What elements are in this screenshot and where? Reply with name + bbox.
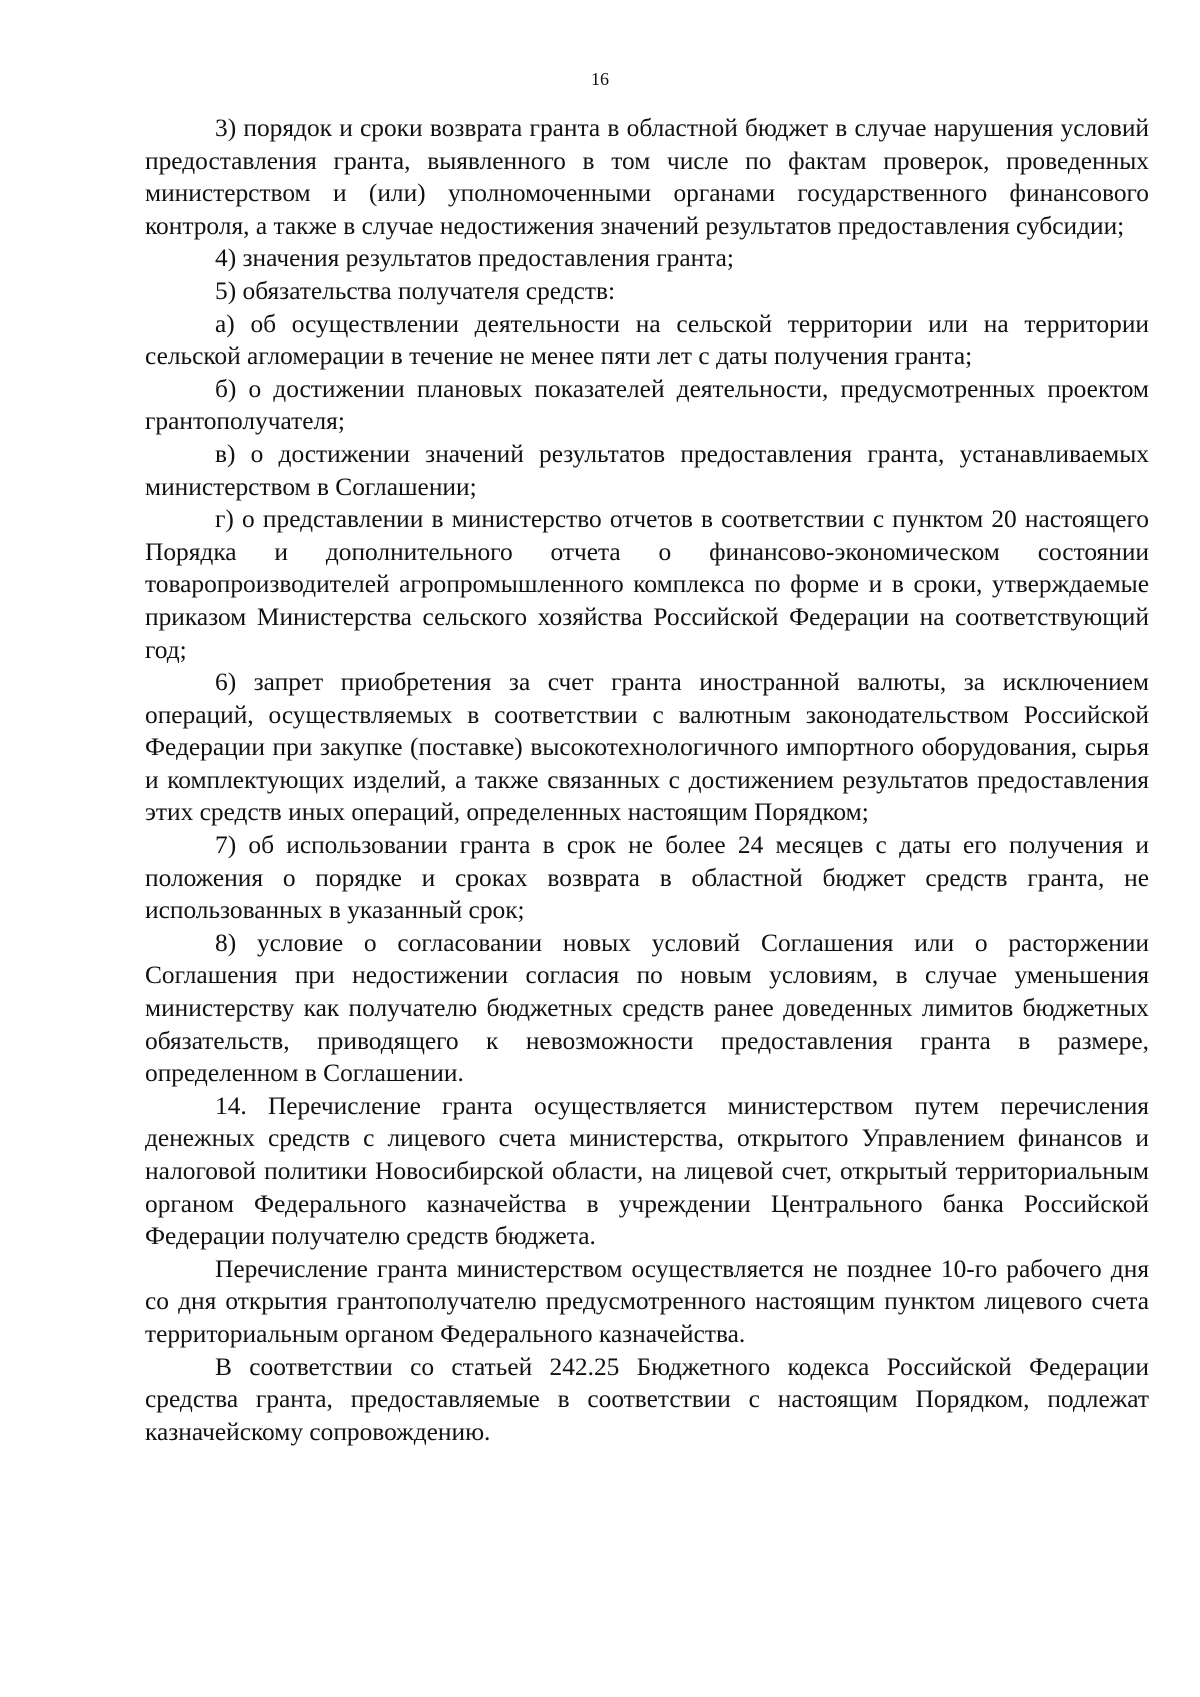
paragraph-transfer-deadline: Перечисление гранта министерством осуществляется не позднее 10-го рабочего дня со дня открытия грантополучателю предусмотренного настоящим пунктом лицевого счета территориальным органом Федерального казначейства. [145,1254,1149,1348]
paragraph-subitem-v: в) о достижении значений результатов предоставления гранта, устанавливаемых министерством в Соглашении; [145,439,1149,501]
paragraph-subitem-b: б) о достижении плановых показателей деятельности, предусмотренных проектом грантополучателя; [145,374,1149,436]
paragraph-item-8: 8) условие о согласовании новых условий Соглашения или о расторжении Соглашения при недостижении согласия по новым условиям, в случае уменьшения министерству как получателю бюджетных средств ранее доведенных лимитов бюджетных обязательств, приводящего к невозможности предоставления гранта в размере, определенном в Соглашении. [145,928,1149,1088]
page-number: 16 [591,69,609,89]
paragraph-item-3: 3) порядок и сроки возврата гранта в областной бюджет в случае нарушения условий предоставления гранта, выявленного в том числе по фактам проверок, проведенных министерством и (или) уполномоченными органами государственного финансового контроля, а также в случае недостижения значений результатов предоставления субсидии; [145,114,1149,240]
paragraph-item-4: 4) значения результатов предоставления гранта; [215,244,734,273]
paragraph-treasury-support: В соответствии со статьей 242.25 Бюджетного кодекса Российской Федерации средства гранта, предоставляемые в соответствии с настоящим Порядком, подлежат казначейскому сопровождению. [145,1352,1149,1446]
paragraph-clause-14: 14. Перечисление гранта осуществляется министерством путем перечисления денежных средств с лицевого счета министерства, открытого Управлением финансов и налоговой политики Новосибирской области, на лицевой счет, открытый территориальным органом Федерального казначейства в учреждении Центрального банка Российской Федерации получателю средств бюджета. [145,1091,1149,1251]
paragraph-subitem-g: г) о представлении в министерство отчетов в соответствии с пунктом 20 настоящего Порядка и дополнительного отчета о финансово-экономическом состоянии товаропроизводителей агропромышленного комплекса по форме и в сроки, утверждаемые приказом Министерства сельского хозяйства Российской Федерации на соответствующий год; [145,505,1149,664]
paragraph-item-7: 7) об использовании гранта в срок не более 24 месяцев с даты его получения и положения о порядке и сроках возврата в областной бюджет средств гранта, не использованных в указанный срок; [145,831,1149,925]
document-body [145,112,1149,1448]
paragraph-item-6: 6) запрет приобретения за счет гранта иностранной валюты, за исключением операций, осуществляемых в соответствии с валютным законодательством Российской Федерации при закупке (поставке) высокотехнологичного импортного оборудования, сырья и комплектующих изделий, а также связанных с достижением результатов предоставления этих средств иных операций, определенных настоящим Порядком; [145,668,1149,827]
paragraph-item-5: 5) обязательства получателя средств: [215,276,616,305]
paragraph-subitem-a: а) об осуществлении деятельности на сельской территории или на территории сельской агломерации в течение не менее пяти лет с даты получения гранта; [145,309,1149,371]
